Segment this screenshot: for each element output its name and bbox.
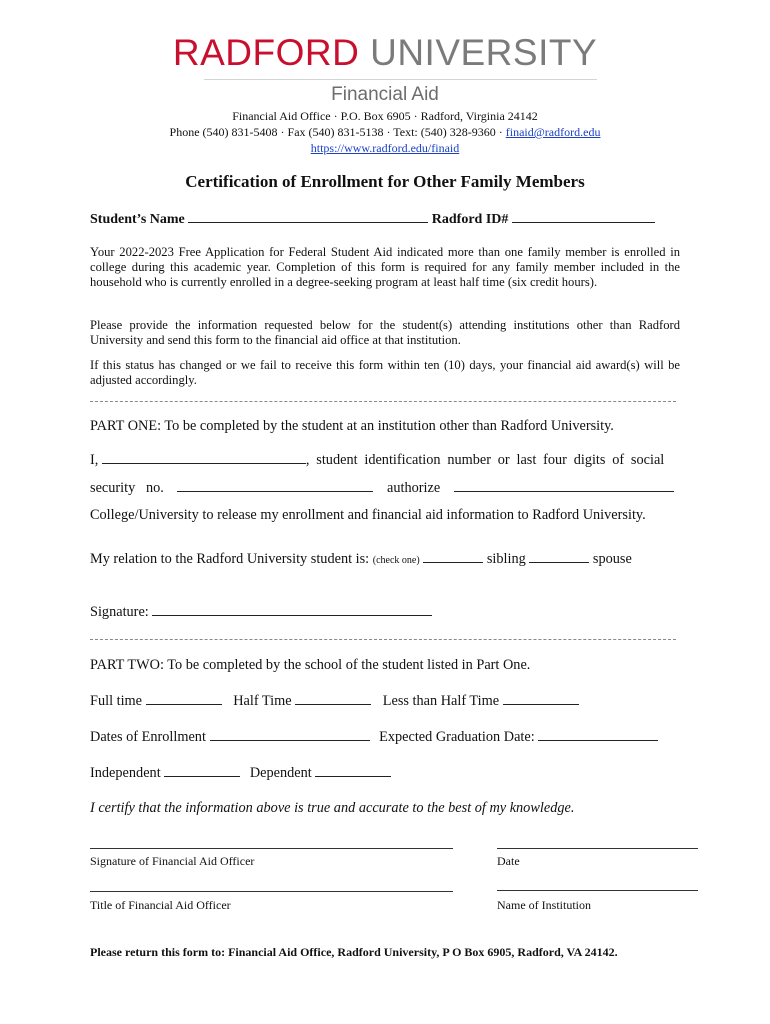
part-one-line1-text: , student identification number or last four digits of social	[305, 452, 665, 468]
university-logo	[0, 33, 770, 73]
sibling-checkbox-field[interactable]	[423, 551, 483, 563]
officer-signature-line[interactable]	[90, 848, 453, 849]
student-info-row	[90, 211, 680, 228]
website-link[interactable]: https://www.radford.edu/finaid	[310, 141, 460, 155]
intro-paragraph: Your 2022-2023 Free Application for Federal Student Aid indicated more than one family member is enrolled in college during this academic year. Completion of this form is required for any family member included in the household who is currently enrolled in a degree-seeking program at least half time (six credit hours).	[90, 245, 680, 289]
status-full-time-label: Full time	[90, 693, 143, 709]
logo-radford: RADFORD	[172, 32, 360, 73]
full-time-field[interactable]	[146, 693, 222, 705]
student-name-label: Student’s Name	[90, 212, 185, 227]
less-than-half-time-field[interactable]	[503, 693, 579, 705]
independent-label: Independent	[90, 765, 161, 781]
dates-of-enrollment-label: Dates of Enrollment	[90, 729, 206, 745]
part-one-heading: PART ONE: To be completed by the student at an institution other than Radford University.	[90, 418, 614, 434]
relation-option-spouse: spouse	[592, 551, 632, 567]
section-divider	[90, 401, 676, 402]
expected-graduation-field[interactable]	[538, 729, 658, 741]
logo-subtitle: Financial Aid	[331, 84, 439, 105]
student-signature-field[interactable]	[152, 604, 432, 616]
half-time-field[interactable]	[295, 693, 371, 705]
institution-name-label: Name of Institution	[497, 898, 591, 912]
logo-divider	[204, 79, 597, 80]
status-half-time-label: Half Time	[233, 693, 292, 709]
contact-block	[0, 108, 770, 156]
contact-phone-line	[0, 124, 770, 140]
radford-id-label: Radford ID#	[431, 212, 509, 227]
signature-label: Signature:	[90, 604, 149, 620]
officer-signature-label: Signature of Financial Aid Officer	[90, 854, 255, 868]
institution-name-line[interactable]	[497, 890, 698, 891]
dependent-label: Dependent	[249, 765, 312, 781]
email-link[interactable]: finaid@radford.edu	[505, 125, 601, 139]
radford-id-field[interactable]	[512, 211, 655, 223]
part-one-line3: College/University to release my enrollment and financial aid information to Radford University.	[90, 507, 646, 523]
part-one-line2	[90, 480, 680, 497]
authorize-label: authorize	[387, 480, 441, 496]
other-college-field[interactable]	[454, 480, 674, 492]
part-one-line1	[90, 452, 680, 469]
contact-phones: Phone (540) 831-5408 · Fax (540) 831-5138 · Text: (540) 328-9360 ·	[169, 125, 506, 139]
return-instructions: Please return this form to: Financial Aid Office, Radford University, P O Box 6905, Radford, VA 24142.	[90, 945, 618, 959]
date-line[interactable]	[497, 848, 698, 849]
form-title: Certification of Enrollment for Other Family Members	[185, 172, 585, 191]
relation-label: My relation to the Radford University student is:	[90, 551, 370, 567]
spouse-checkbox-field[interactable]	[529, 551, 589, 563]
instructions-paragraph: Please provide the information requested below for the student(s) attending institutions other than Radford University and send this form to the financial aid office at that institution.	[90, 318, 680, 347]
relation-option-sibling: sibling	[486, 551, 526, 567]
logo-university: UNIVERSITY	[359, 32, 598, 73]
student-id-ssn-field[interactable]	[177, 480, 373, 492]
officer-title-label: Title of Financial Aid Officer	[90, 898, 231, 912]
warning-paragraph: If this status has changed or we fail to receive this form within ten (10) days, your financial aid award(s) will be adjusted accordingly.	[90, 358, 680, 387]
status-less-than-half-label: Less than Half Time	[382, 693, 500, 709]
contact-address: Financial Aid Office · P.O. Box 6905 · Radford, Virginia 24142	[232, 109, 538, 123]
dates-of-enrollment-field[interactable]	[210, 729, 370, 741]
enrollment-status-row	[90, 693, 680, 710]
part-two-heading: PART TWO: To be completed by the school of the student listed in Part One.	[90, 657, 531, 673]
expected-graduation-label: Expected Graduation Date:	[379, 729, 535, 745]
relation-hint: (check one)	[372, 555, 420, 566]
ssn-label: security no.	[90, 480, 164, 496]
certification-statement: I certify that the information above is true and accurate to the best of my knowledge.	[90, 800, 575, 816]
part-one-i-label: I,	[90, 452, 99, 468]
dependent-field[interactable]	[315, 765, 391, 777]
student-signature-row	[90, 604, 680, 621]
dependency-row	[90, 765, 680, 782]
student-name-field[interactable]	[188, 211, 428, 223]
dates-row	[90, 729, 680, 746]
student-full-name-field[interactable]	[102, 452, 306, 464]
section-divider	[90, 639, 676, 640]
relation-row	[90, 551, 680, 568]
independent-field[interactable]	[164, 765, 240, 777]
officer-title-line[interactable]	[90, 891, 453, 892]
date-label: Date	[497, 854, 520, 868]
